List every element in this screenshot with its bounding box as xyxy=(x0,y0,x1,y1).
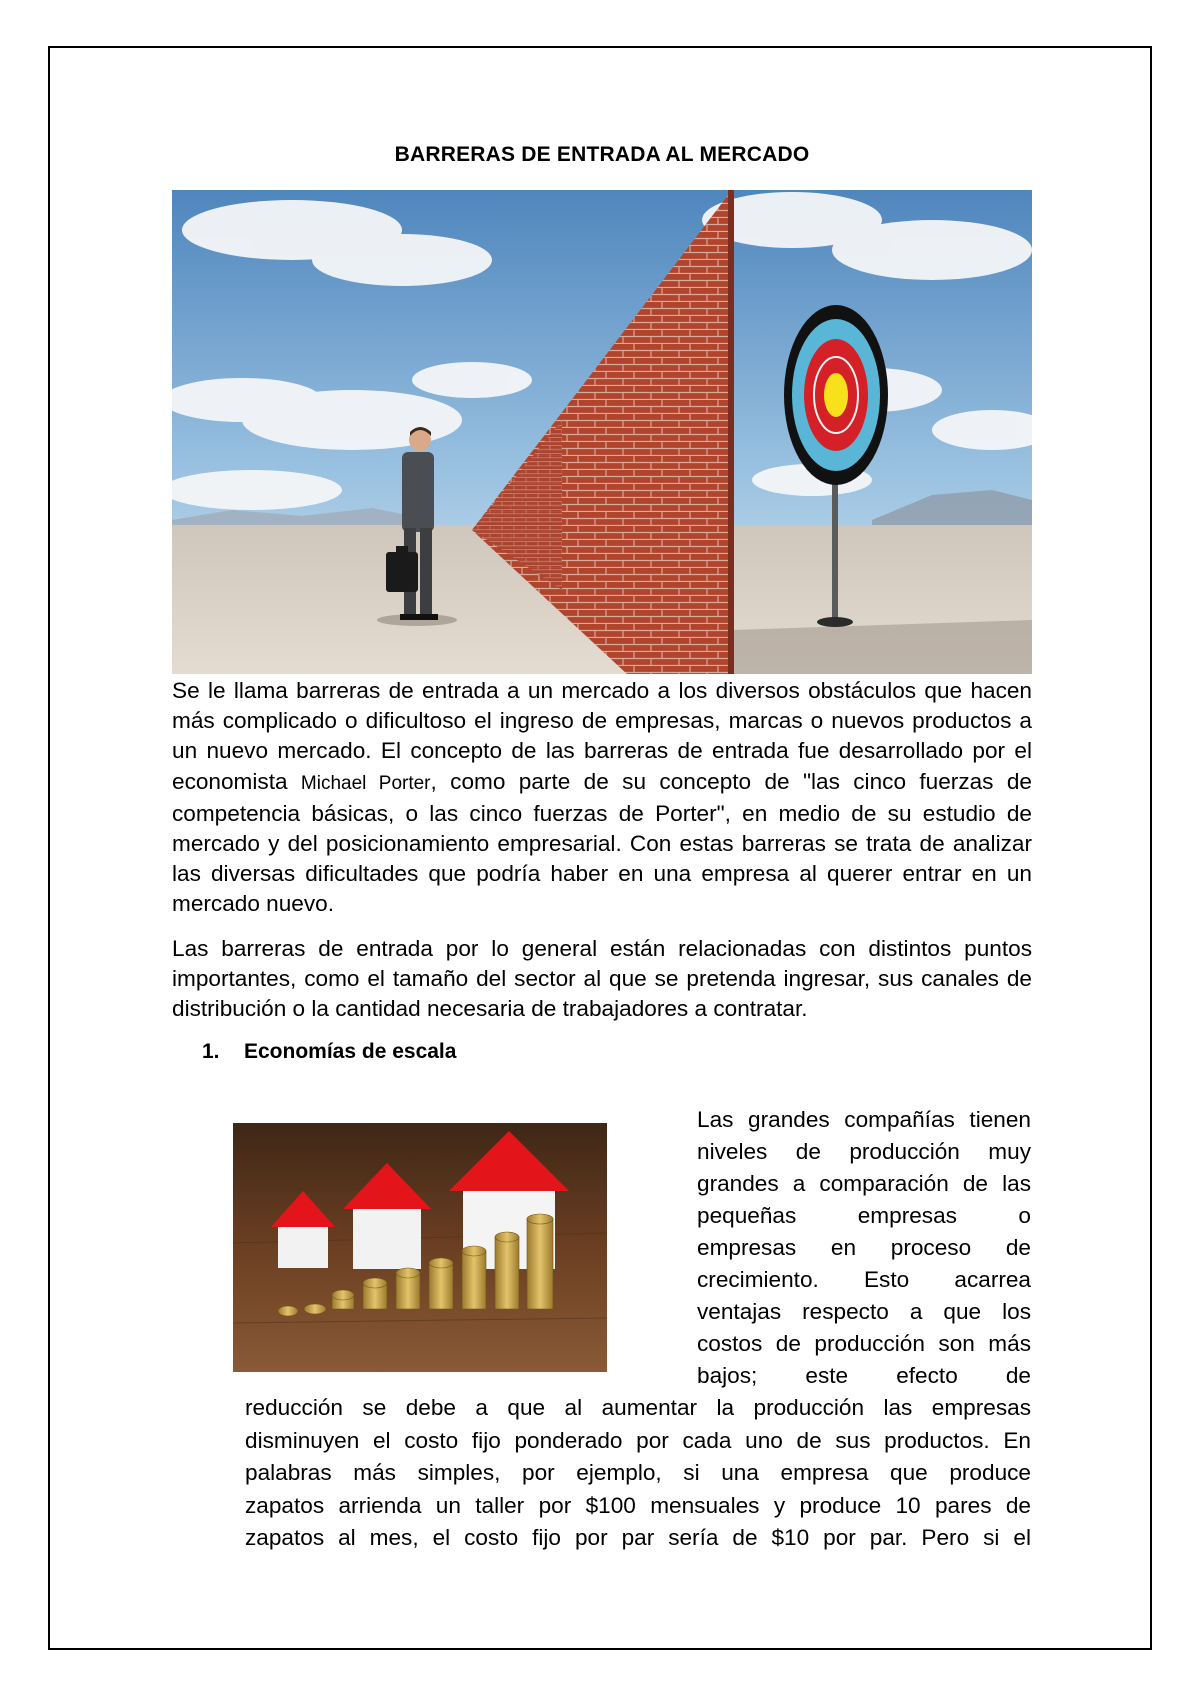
side-line: empresas en proceso de xyxy=(697,1235,1031,1260)
side-line: crecimiento. Esto acarrea xyxy=(697,1267,1031,1292)
side-line: niveles de producción muy xyxy=(697,1139,1031,1164)
side-line: grandes a comparación de las xyxy=(697,1171,1031,1196)
body-line: zapatos al mes, el costo fijo por par sería de $10 por par. Pero si el xyxy=(245,1525,1031,1550)
side-line: pequeñas empresas o xyxy=(697,1203,1031,1228)
body-line: reducción se debe a que al aumentar la producción las empresas xyxy=(245,1395,1031,1420)
side-line: ventajas respecto a que los xyxy=(697,1299,1031,1324)
body-line: palabras más simples, por ejemplo, si una empresa que produce xyxy=(245,1460,1031,1485)
section-bottom-text xyxy=(245,1392,1031,1555)
side-line: costos de producción son más xyxy=(697,1331,1031,1356)
hero-image xyxy=(172,190,1032,674)
document-title: BARRERAS DE ENTRADA AL MERCADO xyxy=(394,143,810,166)
section-heading xyxy=(202,1040,456,1064)
side-line: bajos; este efecto de xyxy=(697,1363,1031,1388)
porter-name: Michael Porter xyxy=(300,772,431,794)
houses-coins-image xyxy=(233,1123,607,1372)
section-title: Economías de escala xyxy=(244,1040,457,1063)
intro-paragraph xyxy=(172,676,1032,920)
intro-text-before: Se le llama barreras de entrada a un mercado a los diversos obstáculos que hacen más complicado o dificultoso el ingreso de empresas, marcas o nuevos productos a un nuevo mercado. El concepto de las barreras de entrada fue desarrollado por el economista xyxy=(172,678,1032,794)
section-side-text xyxy=(697,1104,1031,1392)
side-line: Las grandes compañías tienen xyxy=(697,1107,1031,1132)
intro-text-after: , como parte de su concepto de "las cinco fuerzas de competencia básicas, o las cinco fuerzas de Porter", en medio de su estudio de mercado y del posicionamiento empresarial. Con estas barreras se trata de analizar las diversas dificultades que podría haber en una empresa al querer entrar en un mercado nuevo. xyxy=(172,768,1032,917)
body-line: disminuyen el costo fijo ponderado por cada uno de sus productos. En xyxy=(245,1427,1031,1453)
body-line: zapatos arrienda un taller por $100 mensuales y produce 10 pares de xyxy=(245,1492,1031,1518)
barriers-paragraph: Las barreras de entrada por lo general están relacionadas con distintos puntos importantes, como el tamaño del sector al que se pretenda ingresar, sus canales de distribución o la cantidad necesaria de trabajadores a contratar. xyxy=(172,936,1032,1022)
section-number: 1. xyxy=(202,1040,220,1063)
